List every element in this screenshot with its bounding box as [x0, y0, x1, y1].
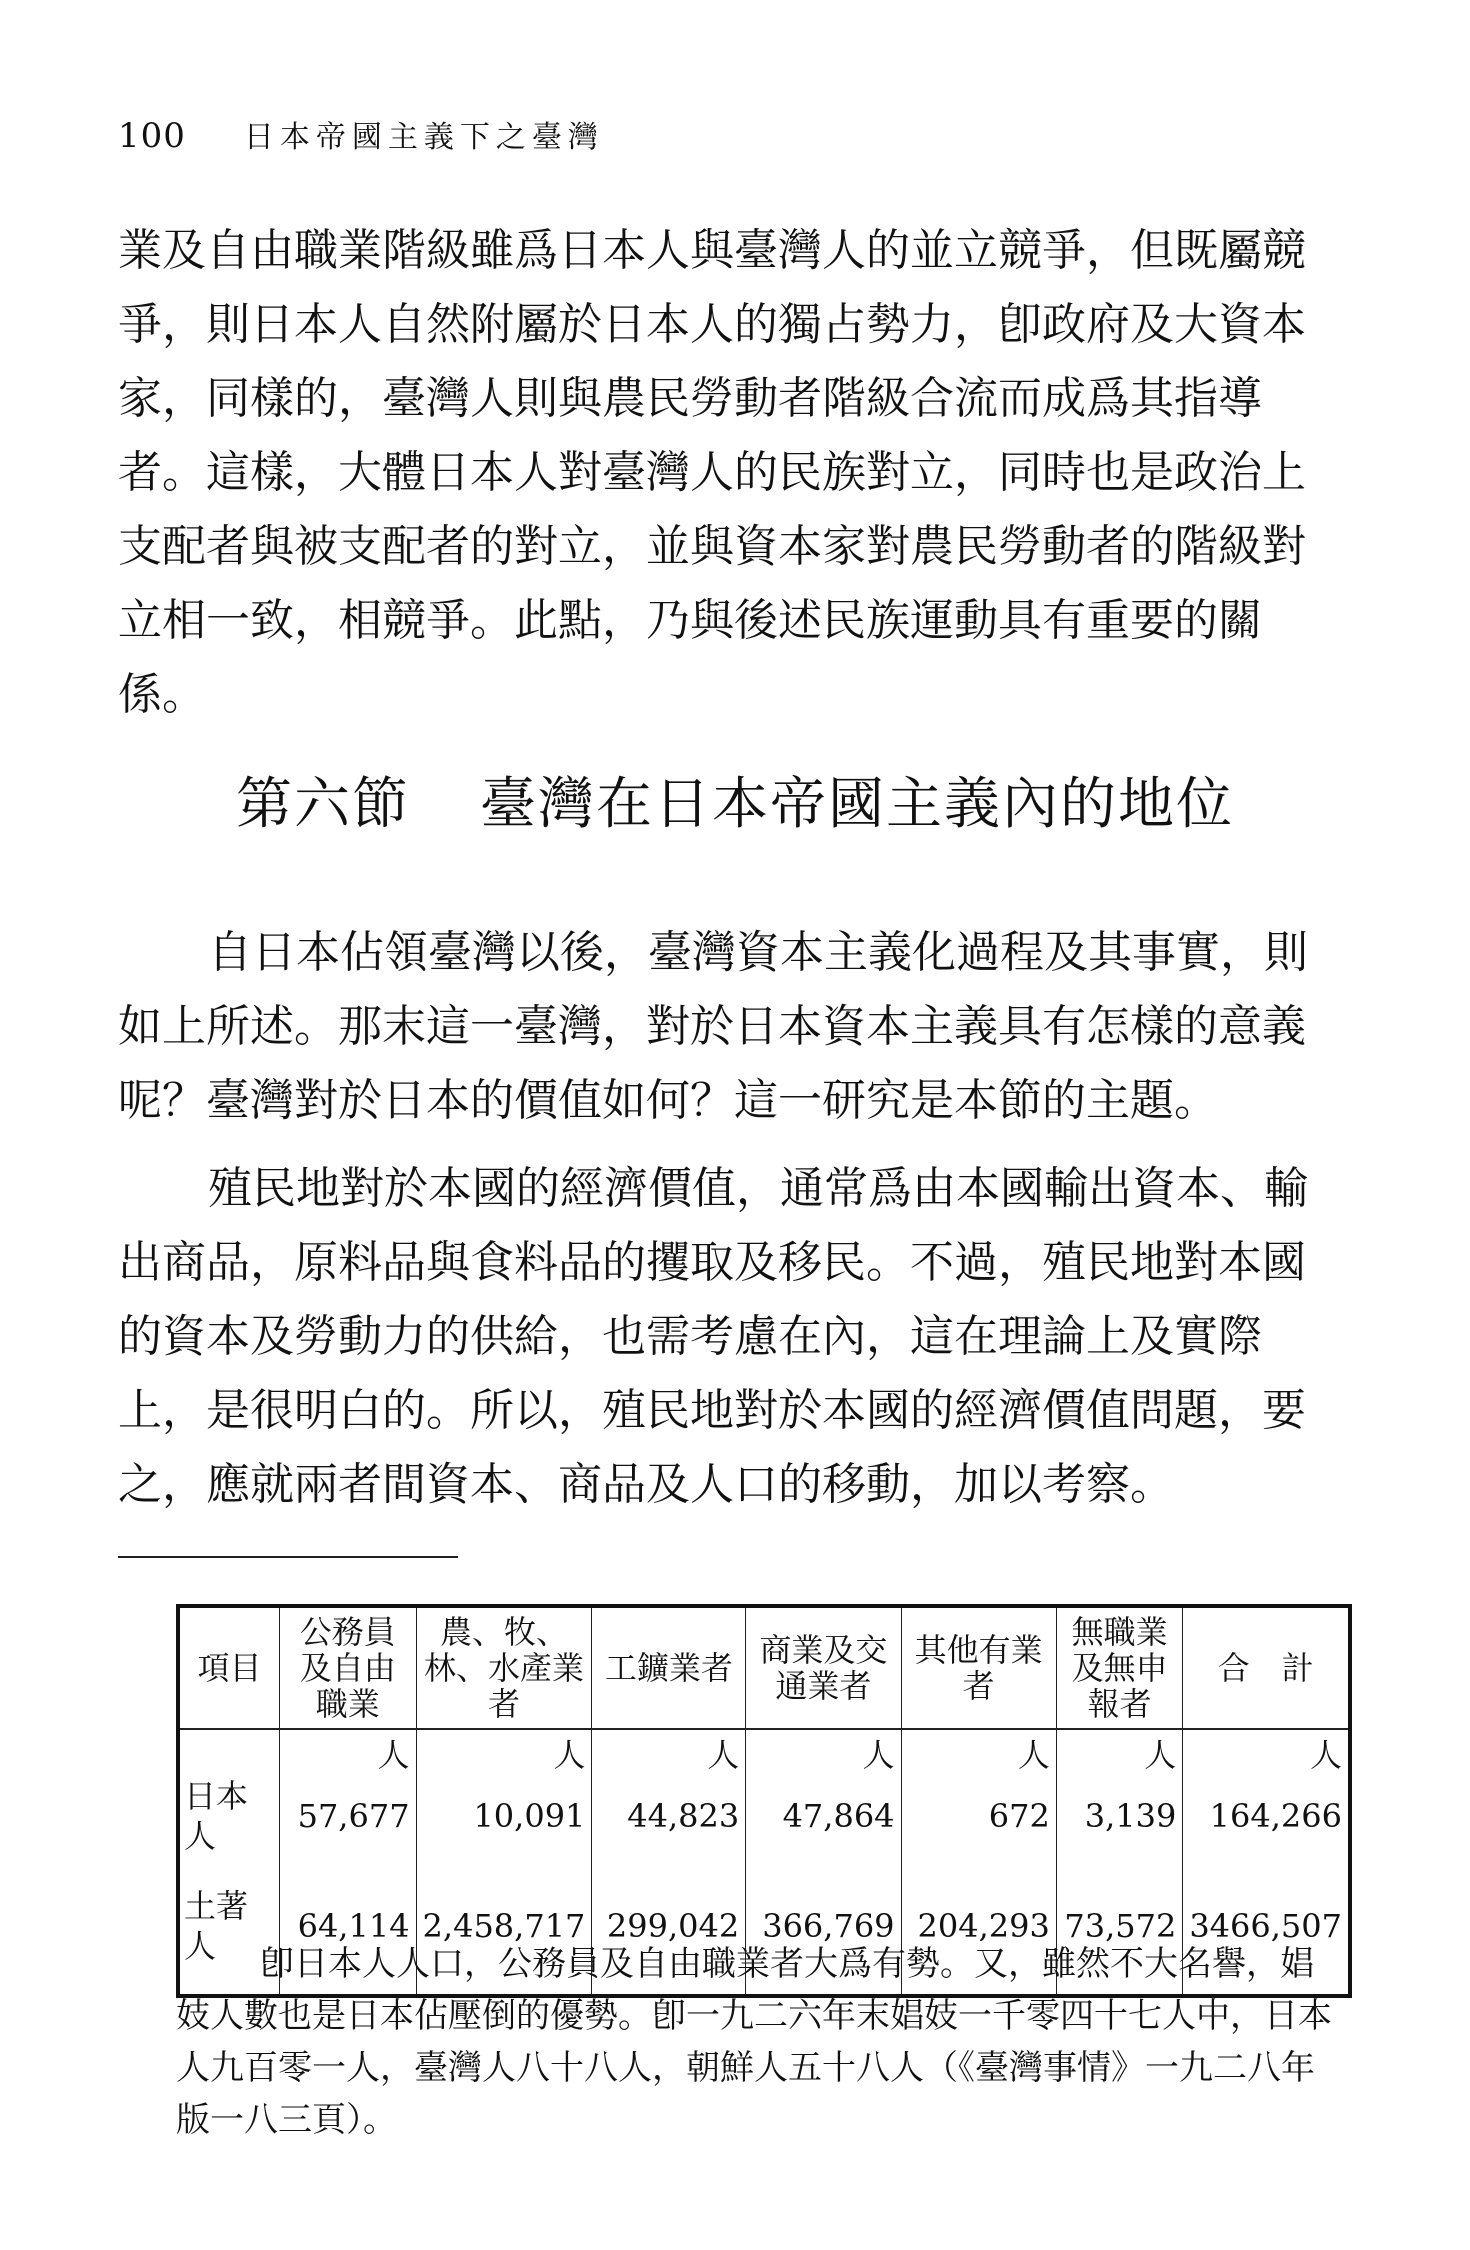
table-cell: 3466,507 [1189, 1907, 1342, 1945]
table-header: 公務員及自由職業 [279, 1608, 416, 1729]
table-cell: 204,293 [901, 1884, 1056, 1994]
footnote-text: 卽日本人人口，公務員及自由職業者大爲有勢。又，雖然不大名譽，娼妓人數也是日本佔壓倒的優勢。卽一九二六年末娼妓一千零四十七人中，日本人九百零一人，臺灣人八十八人，朝鮮人五十八人（《臺灣事情》一九二八年版一八三頁）。 [176, 1944, 1332, 2140]
table-cell: 164,266 [1209, 1797, 1342, 1835]
table-cell: 73,572 [1056, 1884, 1182, 1994]
footnote-rule [118, 1556, 458, 1558]
table-cell: 10,091 [416, 1774, 592, 1884]
table-row [180, 1774, 1348, 1884]
paragraph-1: 業及自由職業階級雖爲日本人與臺灣人的並立競爭，但既屬競爭，則日本人自然附屬於日本人的獨占勢力，卽政府及大資本家，同樣的，臺灣人則與農民勞動者階級合流而成爲其指導者。這樣，大體日本人對臺灣人的民族對立，同時也是政治上支配者與被支配者的對立，並與資本家對農民勞動者的階級對立相一致，相競爭。此點，乃與後述民族運動具有重要的關係。 [118, 225, 1306, 720]
table-cell: 3,139 [1056, 1774, 1182, 1884]
paragraph-2: 自日本佔領臺灣以後，臺灣資本主義化過程及其事實，則如上所述。那末這一臺灣，對於日本資本主義具有怎樣的意義呢？臺灣對於日本的價值如何？這一研究是本節的主題。 [118, 927, 1308, 1126]
section-number: 第六節 [236, 772, 410, 837]
table-header: 工鑛業者 [592, 1608, 746, 1729]
table-header: 合 計 [1183, 1608, 1348, 1729]
table-header-row [180, 1608, 1348, 1729]
paragraph-3: 殖民地對於本國的經濟價值，通常爲由本國輸出資本、輸出商品，原料品與食料品的攫取及移民。不過，殖民地對本國的資本及勞動力的供給，也需考慮在內，這在理論上及實際上，是很明白的。所以，殖民地對於本國的經濟價值問題，要之，應就兩者間資本、商品及人口的移動，加以考察。 [118, 1163, 1308, 1510]
unit-row [180, 1729, 1348, 1774]
unit-label: 人 [416, 1729, 592, 1774]
table-cell: 44,823 [592, 1774, 746, 1884]
table-cell: 64,114 [279, 1884, 416, 1994]
table-cell: 2,458,717 [416, 1884, 592, 1994]
table-header: 項目 [180, 1608, 279, 1729]
table-header: 無職業及無申報者 [1056, 1608, 1182, 1729]
unit-label: 人 [901, 1729, 1056, 1774]
unit-label: 人 [746, 1729, 901, 1774]
table-header: 商業及交通業者 [746, 1608, 901, 1729]
section-heading [0, 760, 1470, 840]
table-header: 農、牧、林、水產業者 [416, 1608, 592, 1729]
page-header [118, 112, 604, 172]
unit-label: 人 [592, 1729, 746, 1774]
table-cell: 366,769 [746, 1884, 901, 1994]
table-header: 其他有業者 [901, 1608, 1056, 1729]
table-cell: 672 [901, 1774, 1056, 1884]
table-cell: 299,042 [592, 1884, 746, 1994]
table-cell: 57,677 [279, 1774, 416, 1884]
row-label: 土著人 [180, 1884, 279, 1994]
unit-label: 人 [279, 1729, 416, 1774]
section-title: 臺灣在日本帝國主義內的地位 [480, 772, 1234, 837]
page-number: 100 [118, 116, 186, 156]
unit-label: 人 [1309, 1736, 1342, 1774]
running-title: 日本帝國主義下之臺灣 [243, 120, 604, 155]
unit-label: 人 [1056, 1729, 1182, 1774]
row-label: 日本人 [180, 1774, 279, 1884]
table-cell: 47,864 [746, 1774, 901, 1884]
